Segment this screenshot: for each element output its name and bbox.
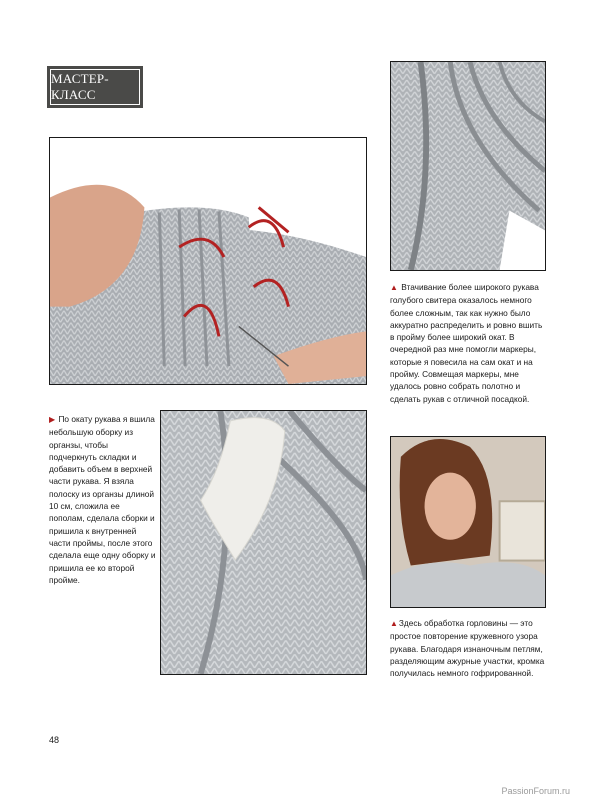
triangle-up-icon: ▲ (390, 619, 398, 628)
model-portrait-photo (390, 436, 546, 608)
organza-ruffle-photo (160, 410, 367, 675)
caption-neckline (390, 617, 548, 679)
page-number: 48 (49, 735, 60, 745)
watermark: PassionForum.ru (501, 786, 570, 796)
caption-sleeve-fitting-text: Втачивание более широкого рукава голубого свитера оказалось немного более сложным, так как нужно было аккуратно распределить и ровно вшить в пройму более широкий окат. В очередной раз мне помогли маркеры, которые я повесила на сам окат и на пройму. Совмещая маркеры, мне удалось ровно собрать полотно и сделать рукав с отличной посадкой. (390, 282, 543, 404)
gathered-sleeve-photo (49, 137, 367, 385)
caption-organza (49, 413, 157, 586)
sweater-sleeve-photo (390, 61, 546, 271)
caption-organza-text: По окату рукава я вшила небольшую оборку из органзы, чтобы подчеркнуть складки и добавить объем в верхней части рукава. Я взяла полоску из органзы длиной 10 см, сложила ее пополам, сделала сборки и пришила к внутренней части проймы, после этого сделала еще одну оборку и пришила ее ко второй пройме. (49, 414, 156, 585)
caption-neckline-text: Здесь обработка горловины — это простое повторение кружевного узора рукава. Благодаря изнаночным петлям, разделяющим ажурные участки, кромка получилась немного гофрированной. (390, 618, 545, 679)
caption-sleeve-fitting (390, 281, 548, 405)
section-badge (47, 66, 143, 108)
section-badge-label: МАСТЕР-КЛАСС (50, 69, 140, 105)
triangle-up-icon: ▲ (390, 283, 398, 292)
triangle-right-icon: ▶ (49, 415, 56, 424)
